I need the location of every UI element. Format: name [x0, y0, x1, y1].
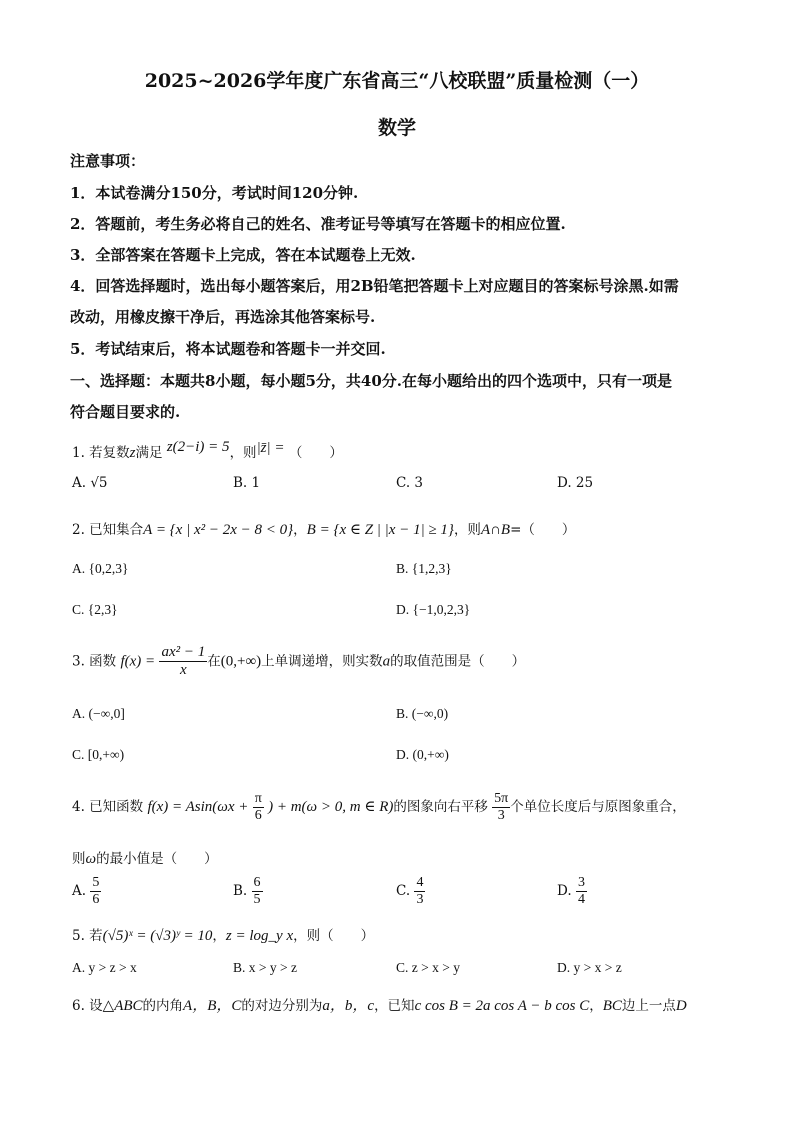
numerator: 4 [414, 875, 425, 892]
q5-text: 5. 若 [72, 928, 103, 944]
notice-heading: 注意事项： [70, 152, 146, 170]
q3-interval: (0,+∞) [220, 653, 262, 670]
q1-option-c: C. 3 [396, 475, 424, 491]
q4-denominator: 6 [254, 808, 262, 824]
q1-text: ，则 [229, 445, 257, 461]
q4-text: 则 [72, 851, 86, 867]
q2-text: 2. 已知集合 [72, 522, 144, 538]
q2-set-b: B = {x ∈ Z | |x − 1| ≥ 1} [306, 522, 454, 538]
notice-item: 1．本试卷满分150分，考试时间120分钟. [70, 184, 359, 202]
notice-item: 3．全部答案在答题卡上完成，答在本试题卷上无效. [70, 246, 416, 264]
q4-math: ) + m(ω > 0, m ∈ R) [268, 799, 394, 816]
denominator: 6 [92, 892, 100, 908]
option-label: D. [557, 883, 572, 900]
q2-math: A∩B [480, 522, 511, 538]
section-heading-cont: 符合题目要求的. [70, 403, 181, 421]
denominator: 4 [577, 892, 585, 908]
q3-option-c: C. [0,+∞) [72, 747, 125, 762]
q1-math: z(2−i) = 5 [166, 439, 230, 455]
q6-text: 边上一点 [621, 998, 676, 1014]
q2-option-c: C. {2,3} [72, 602, 118, 617]
q5-option-d: D. y > x > z [557, 960, 622, 975]
q6-math: a，b，c [322, 998, 375, 1014]
q1-option-a: A. √5 [72, 475, 108, 491]
q5-text: ， [212, 928, 226, 944]
question-3 [72, 644, 525, 680]
question-2 [72, 518, 575, 539]
q4-answer-blank: 的最小值是（ ） [96, 851, 218, 867]
q6-math: c cos B = 2a cos A − b cos C [414, 998, 590, 1014]
q1-text: 满足 [135, 445, 163, 461]
question-4-cont [72, 847, 218, 868]
q4-option-d [557, 875, 587, 908]
q4-option-b-fraction [252, 875, 263, 908]
option-label: A. [72, 883, 87, 900]
q4-numerator: π [253, 791, 264, 808]
subject-title: 数学 [377, 117, 416, 139]
q2-text: ，则 [453, 522, 481, 538]
q5-option-c: C. z > x > y [396, 960, 460, 975]
q5-option-b: B. x > y > z [233, 960, 297, 975]
q6-math: D [675, 998, 687, 1014]
q6-text: 6. 设 [72, 998, 103, 1014]
q4-pi-fraction [253, 791, 264, 824]
q4-option-a-fraction [90, 875, 101, 908]
q1-var: z [129, 445, 136, 461]
q5-math: z = log_y x [225, 928, 294, 944]
q3-text: 在 [207, 653, 221, 670]
question-1 [72, 441, 343, 462]
notice-item: 改动，用橡皮擦干净后，再选涂其他答案标号. [70, 308, 376, 326]
option-label: C. [396, 883, 411, 900]
question-4 [72, 791, 686, 824]
q5-option-a: A. y > z > x [72, 960, 137, 975]
q4-option-b [233, 875, 263, 908]
q3-option-d: D. (0,+∞) [396, 747, 449, 762]
denominator: 3 [416, 892, 424, 908]
numerator: 5 [90, 875, 101, 892]
q3-var: a [382, 653, 391, 670]
q2-option-b: B. {1,2,3} [396, 561, 452, 576]
q1-answer-blank: （ ） [288, 445, 343, 461]
q4-numerator: 5π [492, 791, 510, 808]
q2-text: ， [293, 522, 307, 538]
q3-text: 上单调递增，则实数 [261, 653, 383, 670]
q6-math: △ABC [102, 998, 143, 1014]
q6-math: BC [602, 998, 622, 1014]
q1-option-b: B. 1 [233, 475, 261, 491]
q1-option-d: D. 25 [557, 475, 594, 491]
q6-text: ，已知 [374, 998, 415, 1014]
section-heading: 一、选择题：本题共8小题，每小题5分，共40分.在每小题给出的四个选项中，只有一项是 [70, 372, 672, 390]
q1-math: |z̄| = [256, 440, 285, 456]
option-label: B. [233, 883, 248, 900]
q5-math: (√5)ˣ = (√3)ʸ = 10 [102, 928, 213, 944]
q3-text: 3. 函数 [72, 653, 117, 670]
q3-option-a: A. (−∞,0] [72, 706, 125, 721]
q6-text: 的对边分别为 [241, 998, 323, 1014]
q4-math: f(x) = Asin(ωx + [147, 799, 249, 816]
q4-text: 4. 已知函数 [72, 799, 144, 816]
q6-text: 的内角 [142, 998, 184, 1014]
q2-option-d: D. {−1,0,2,3} [396, 602, 471, 617]
q4-denominator: 3 [497, 808, 505, 824]
q4-shift-fraction [492, 791, 510, 824]
q3-denominator: x [180, 662, 187, 679]
q4-text: 个单位长度后与原图象重合， [510, 799, 686, 816]
q3-math: f(x) = [120, 653, 156, 670]
q4-option-c [396, 875, 425, 908]
q3-fraction [159, 644, 207, 680]
q3-numerator: ax² − 1 [159, 644, 207, 662]
q4-option-a [72, 875, 101, 908]
notice-item: 4．回答选择题时，选出每小题答案后，用2B铅笔把答题卡上对应题目的答案标号涂黑.如需 [70, 277, 679, 295]
q1-text: 1. 若复数 [72, 445, 130, 461]
numerator: 6 [252, 875, 263, 892]
q3-answer-blank: 的取值范围是（ ） [390, 653, 526, 670]
q5-answer-blank: ，则（ ） [293, 928, 375, 944]
q4-option-d-fraction [576, 875, 587, 908]
q2-set-a: A = {x | x² − 2x − 8 < 0} [143, 522, 294, 538]
numerator: 3 [576, 875, 587, 892]
notice-item: 5．考试结束后，将本试题卷和答题卡一并交回. [70, 340, 386, 358]
q2-option-a: A. {0,2,3} [72, 561, 129, 576]
q3-option-b: B. (−∞,0) [396, 706, 449, 721]
q4-var: ω [85, 851, 97, 867]
q4-text: 的图象向右平移 [393, 799, 488, 816]
q6-math: A，B，C [183, 998, 242, 1014]
notice-item: 2．答题前，考生务必将自己的姓名、准考证号等填写在答题卡的相应位置. [70, 215, 566, 233]
question-5 [72, 924, 374, 945]
question-6 [72, 994, 722, 1015]
q4-option-c-fraction [414, 875, 425, 908]
exam-title: 2025~2026学年度广东省高三“八校联盟”质量检测（一） [144, 70, 650, 92]
denominator: 5 [253, 892, 261, 908]
q6-text: ， [589, 998, 603, 1014]
q2-answer-blank: =（ ） [510, 522, 576, 538]
